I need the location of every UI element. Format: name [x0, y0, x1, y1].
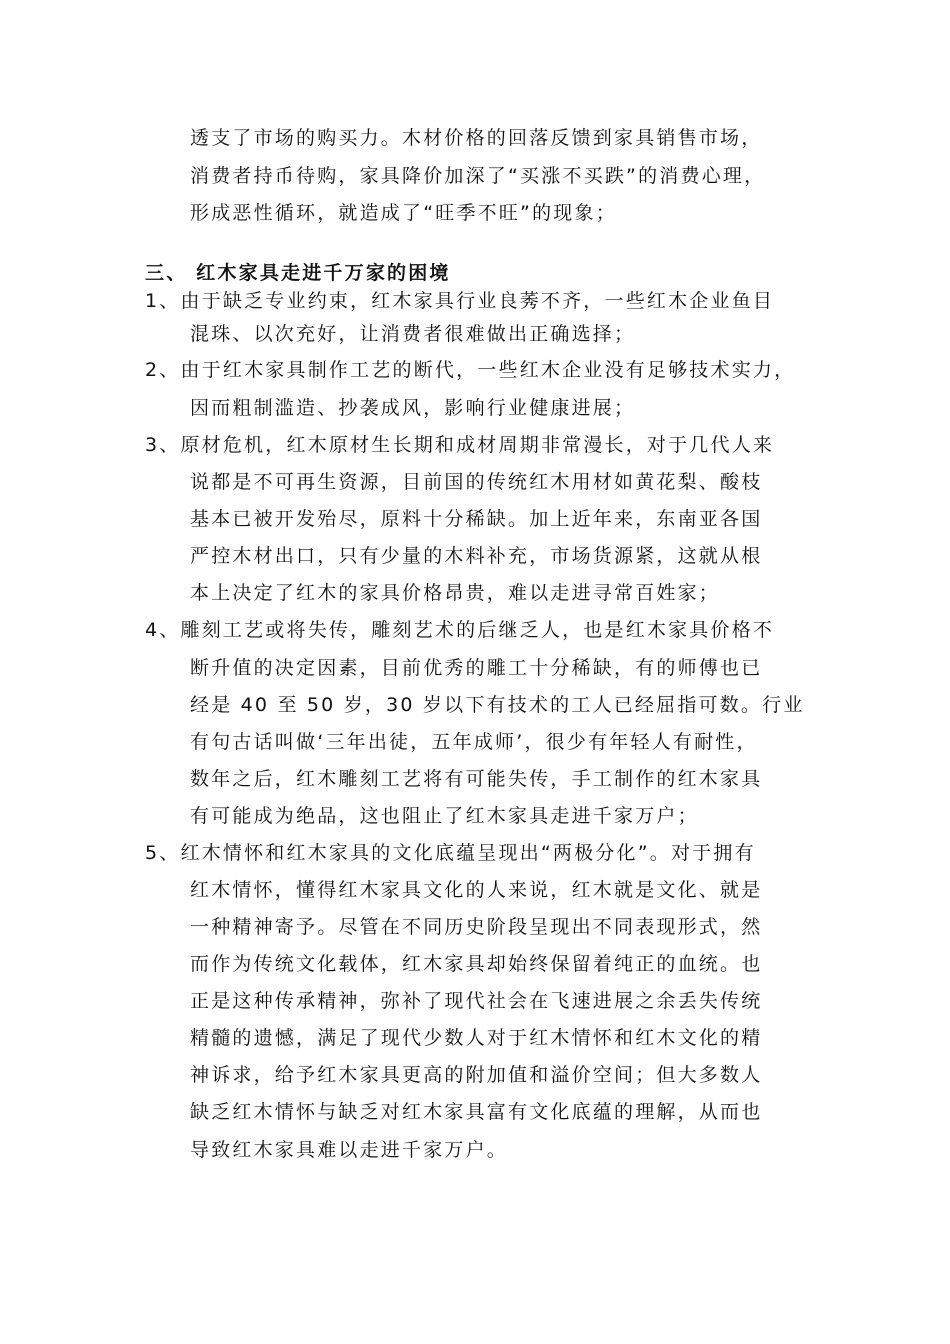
list-item-5-line: 导致红木家具难以走进千家万户。: [190, 1139, 509, 1161]
list-item-1-line: 混珠、以次充好，让消费者很难做出正确选择；: [190, 323, 636, 345]
intro-line: 透支了市场的购买力。木材价格的回落反馈到家具销售市场，: [190, 127, 763, 149]
list-item-4-line: 经是 40 至 50 岁，30 岁以下有技术的工人已经屈指可数。行业: [190, 694, 805, 716]
list-item-5-line: 而作为传统文化载体，红木家具却始终保留着纯正的血统。也: [190, 953, 763, 975]
list-item-3-line: 基本已被开发殆尽，原料十分稀缺。加上近年来，东南亚各国: [190, 508, 763, 530]
list-item-3-line: 本上决定了红木的家具价格昂贵，难以走进寻常百姓家；: [190, 582, 721, 604]
section-heading: 三、 红木家具走进千万家的困境: [145, 262, 451, 284]
intro-line: 形成恶性循环，就造成了“旺季不旺”的现象；: [190, 202, 617, 224]
list-item-5-line: 一种精神寄予。尽管在不同历史阶段呈现出不同表现形式，然: [190, 916, 763, 938]
list-item-2-line: 2、由于红木家具制作工艺的断代，一些红木企业没有足够技术实力，: [145, 359, 796, 381]
list-item-5-line: 5、红木情怀和红木家具的文化底蕴呈现出“两极分化”。对于拥有: [145, 842, 756, 864]
list-item-5-line: 神诉求，给予红木家具更高的附加值和溢价空间；但大多数人: [190, 1064, 763, 1086]
list-item-5-line: 正是这种传承精神，弥补了现代社会在飞速进展之余丢失传统: [190, 990, 763, 1012]
list-item-4-line: 断升值的决定因素，目前优秀的雕工十分稀缺，有的师傅也已: [190, 657, 763, 679]
list-item-4-line: 有可能成为绝品，这也阻止了红木家具走进千家万户；: [190, 805, 699, 827]
list-item-4-line: 4、雕刻工艺或将失传，雕刻艺术的后继乏人，也是红木家具价格不: [145, 619, 775, 641]
list-item-5-line: 精髓的遗憾，满足了现代少数人对于红木情怀和红木文化的精: [190, 1027, 763, 1049]
intro-line: 消费者持币待购，家具降价加深了“买涨不买跌”的消费心理，: [190, 165, 766, 187]
list-item-3-line: 3、原材危机，红木原材生长期和成材周期非常漫长，对于几代人来: [145, 434, 775, 456]
list-item-1-line: 1、由于缺乏专业约束，红木家具行业良莠不齐，一些红木企业鱼目: [145, 290, 775, 312]
list-item-4-line: 数年之后，红木雕刻工艺将有可能失传，手工制作的红木家具: [190, 768, 763, 790]
list-item-5-line: 缺乏红木情怀与缺乏对红木家具富有文化底蕴的理解，从而也: [190, 1101, 763, 1123]
list-item-3-line: 说都是不可再生资源，目前国的传统红木用材如黄花梨、酸枝: [190, 471, 763, 493]
list-item-4-line: 有句古话叫做‘三年出徒，五年成师’，很少有年轻人有耐性，: [190, 731, 758, 753]
list-item-3-line: 严控木材出口，只有少量的木料补充，市场货源紧，这就从根: [190, 545, 763, 567]
list-item-5-line: 红木情怀，懂得红木家具文化的人来说，红木就是文化、就是: [190, 879, 763, 901]
list-item-2-line: 因而粗制滥造、抄袭成风，影响行业健康进展；: [190, 397, 636, 419]
